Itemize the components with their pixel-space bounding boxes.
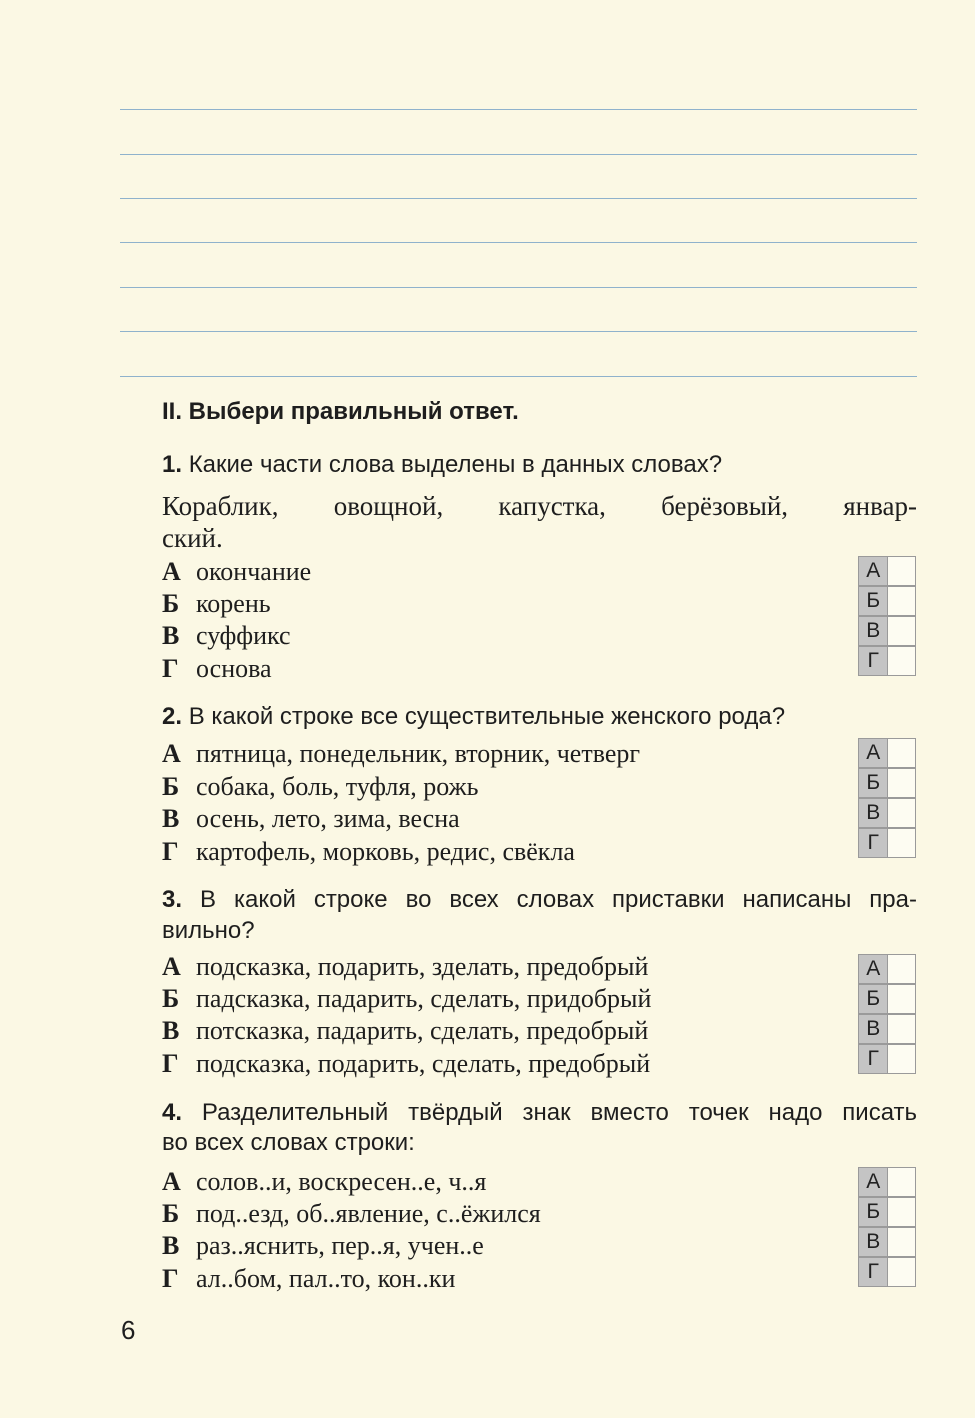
question-text: Какие части слова выделены в данных словах? [188, 451, 723, 478]
answer-label: А [858, 738, 888, 768]
option-letter: В [162, 804, 180, 833]
option-letter: Б [162, 589, 180, 618]
answer-grid-1 [858, 556, 916, 676]
option-letter: В [162, 1231, 180, 1260]
writing-line[interactable] [120, 154, 917, 155]
option-letter: А [162, 557, 181, 586]
question-4-cont [162, 1127, 917, 1158]
option-text: основа [196, 654, 272, 683]
option-a [162, 1166, 486, 1198]
answer-label: Г [858, 1044, 888, 1074]
option-letter: Б [162, 1199, 180, 1228]
question-text: во всех словах строки: [162, 1129, 415, 1156]
option-text: ал..бом, пал..то, кон..ки [196, 1264, 456, 1293]
words-line-2: ский. [162, 523, 223, 553]
option-text: подсказка, подарить, сделать, предобрый [196, 1049, 651, 1078]
answer-label: В [858, 1014, 888, 1044]
answer-grid-2 [858, 738, 916, 858]
option-text: собака, боль, туфля, рожь [196, 772, 479, 801]
option-letter: Г [162, 1264, 179, 1293]
question-3-cont [162, 915, 917, 946]
option-text: потсказка, падарить, сделать, предобрый [196, 1016, 649, 1045]
question-text: В какой строке все существительные женского рода? [188, 703, 786, 730]
option-letter: Г [162, 1049, 179, 1078]
answer-box[interactable] [888, 1167, 916, 1197]
option-text: корень [196, 589, 271, 618]
page-number: 6 [121, 1315, 136, 1345]
answer-label: В [858, 1227, 888, 1257]
option-v [162, 1230, 484, 1262]
question-text: вильно? [162, 917, 255, 944]
option-text: подсказка, подарить, зделать, предобрый [196, 952, 649, 981]
writing-line[interactable] [120, 331, 917, 332]
option-text: осень, лето, зима, весна [196, 804, 460, 833]
option-g [162, 836, 575, 868]
writing-line[interactable] [120, 376, 917, 377]
option-letter: Г [162, 654, 179, 683]
option-text: картофель, морковь, редис, свёкла [196, 837, 575, 866]
option-v [162, 803, 460, 835]
option-g [162, 653, 272, 685]
answer-label: Б [858, 586, 888, 616]
option-letter: А [162, 1167, 181, 1196]
question-text: Разделительный твёрдый знак вместо точек надо писать [201, 1099, 918, 1126]
option-text: окончание [196, 557, 312, 586]
option-letter: В [162, 1016, 180, 1045]
option-b [162, 771, 478, 803]
answer-box[interactable] [888, 1044, 916, 1074]
option-letter: А [162, 739, 181, 768]
option-a [162, 738, 640, 770]
answer-box[interactable] [888, 984, 916, 1014]
answer-box[interactable] [888, 1014, 916, 1044]
writing-line[interactable] [120, 287, 917, 288]
answer-label: В [858, 616, 888, 646]
option-letter: В [162, 621, 180, 650]
option-text: раз..яснить, пер..я, учен..е [196, 1231, 484, 1260]
question-text: В какой строке во всех словах приставки написаны пра- [199, 886, 917, 913]
option-b [162, 588, 271, 620]
option-letter: Б [162, 984, 180, 1013]
answer-box[interactable] [888, 738, 916, 768]
words-line-1: Кораблик, овощной, капустка, берёзовый, январ- [162, 491, 917, 521]
option-text: пятница, понедельник, вторник, четверг [196, 739, 641, 768]
answer-box[interactable] [888, 798, 916, 828]
question-number: 1. [162, 451, 183, 478]
answer-label: Г [858, 1257, 888, 1287]
question-number: 3. [162, 886, 183, 913]
option-b [162, 1198, 541, 1230]
answer-box[interactable] [888, 828, 916, 858]
answer-box[interactable] [888, 1257, 916, 1287]
option-letter: А [162, 952, 181, 981]
question-number: 4. [162, 1099, 183, 1126]
question-2 [162, 701, 917, 732]
answer-box[interactable] [888, 616, 916, 646]
option-g [162, 1048, 650, 1080]
option-text: солов..и, воскресен..е, ч..я [196, 1167, 487, 1196]
writing-line[interactable] [120, 242, 917, 243]
question-number: 2. [162, 703, 183, 730]
answer-grid-4 [858, 1167, 916, 1287]
answer-label: Г [858, 646, 888, 676]
answer-label: В [858, 798, 888, 828]
option-letter: Б [162, 772, 180, 801]
section-title: II. Выбери правильный ответ. [162, 398, 519, 425]
option-a [162, 556, 311, 588]
answer-label: А [858, 1167, 888, 1197]
question-3 [162, 884, 917, 915]
writing-line[interactable] [120, 198, 917, 199]
question-1 [162, 449, 917, 480]
answer-label: Б [858, 984, 888, 1014]
answer-box[interactable] [888, 646, 916, 676]
answer-box[interactable] [888, 954, 916, 984]
answer-box[interactable] [888, 1227, 916, 1257]
answer-box[interactable] [888, 556, 916, 586]
option-letter: Г [162, 837, 179, 866]
answer-label: Б [858, 768, 888, 798]
answer-label: Г [858, 828, 888, 858]
answer-label: А [858, 556, 888, 586]
answer-box[interactable] [888, 768, 916, 798]
answer-box[interactable] [888, 586, 916, 616]
answer-box[interactable] [888, 1197, 916, 1227]
option-text: под..езд, об..явление, с..ёжился [196, 1199, 541, 1228]
option-text: падсказка, падарить, сделать, придобрый [196, 984, 652, 1013]
writing-line[interactable] [120, 109, 917, 110]
answer-label: Б [858, 1197, 888, 1227]
answer-label: А [858, 954, 888, 984]
answer-grid-3 [858, 954, 916, 1074]
question-4 [162, 1097, 917, 1128]
option-v [162, 1015, 648, 1047]
option-text: суффикс [196, 621, 291, 650]
option-g [162, 1263, 455, 1295]
option-b [162, 983, 651, 1015]
option-v [162, 620, 291, 652]
option-a [162, 951, 648, 983]
